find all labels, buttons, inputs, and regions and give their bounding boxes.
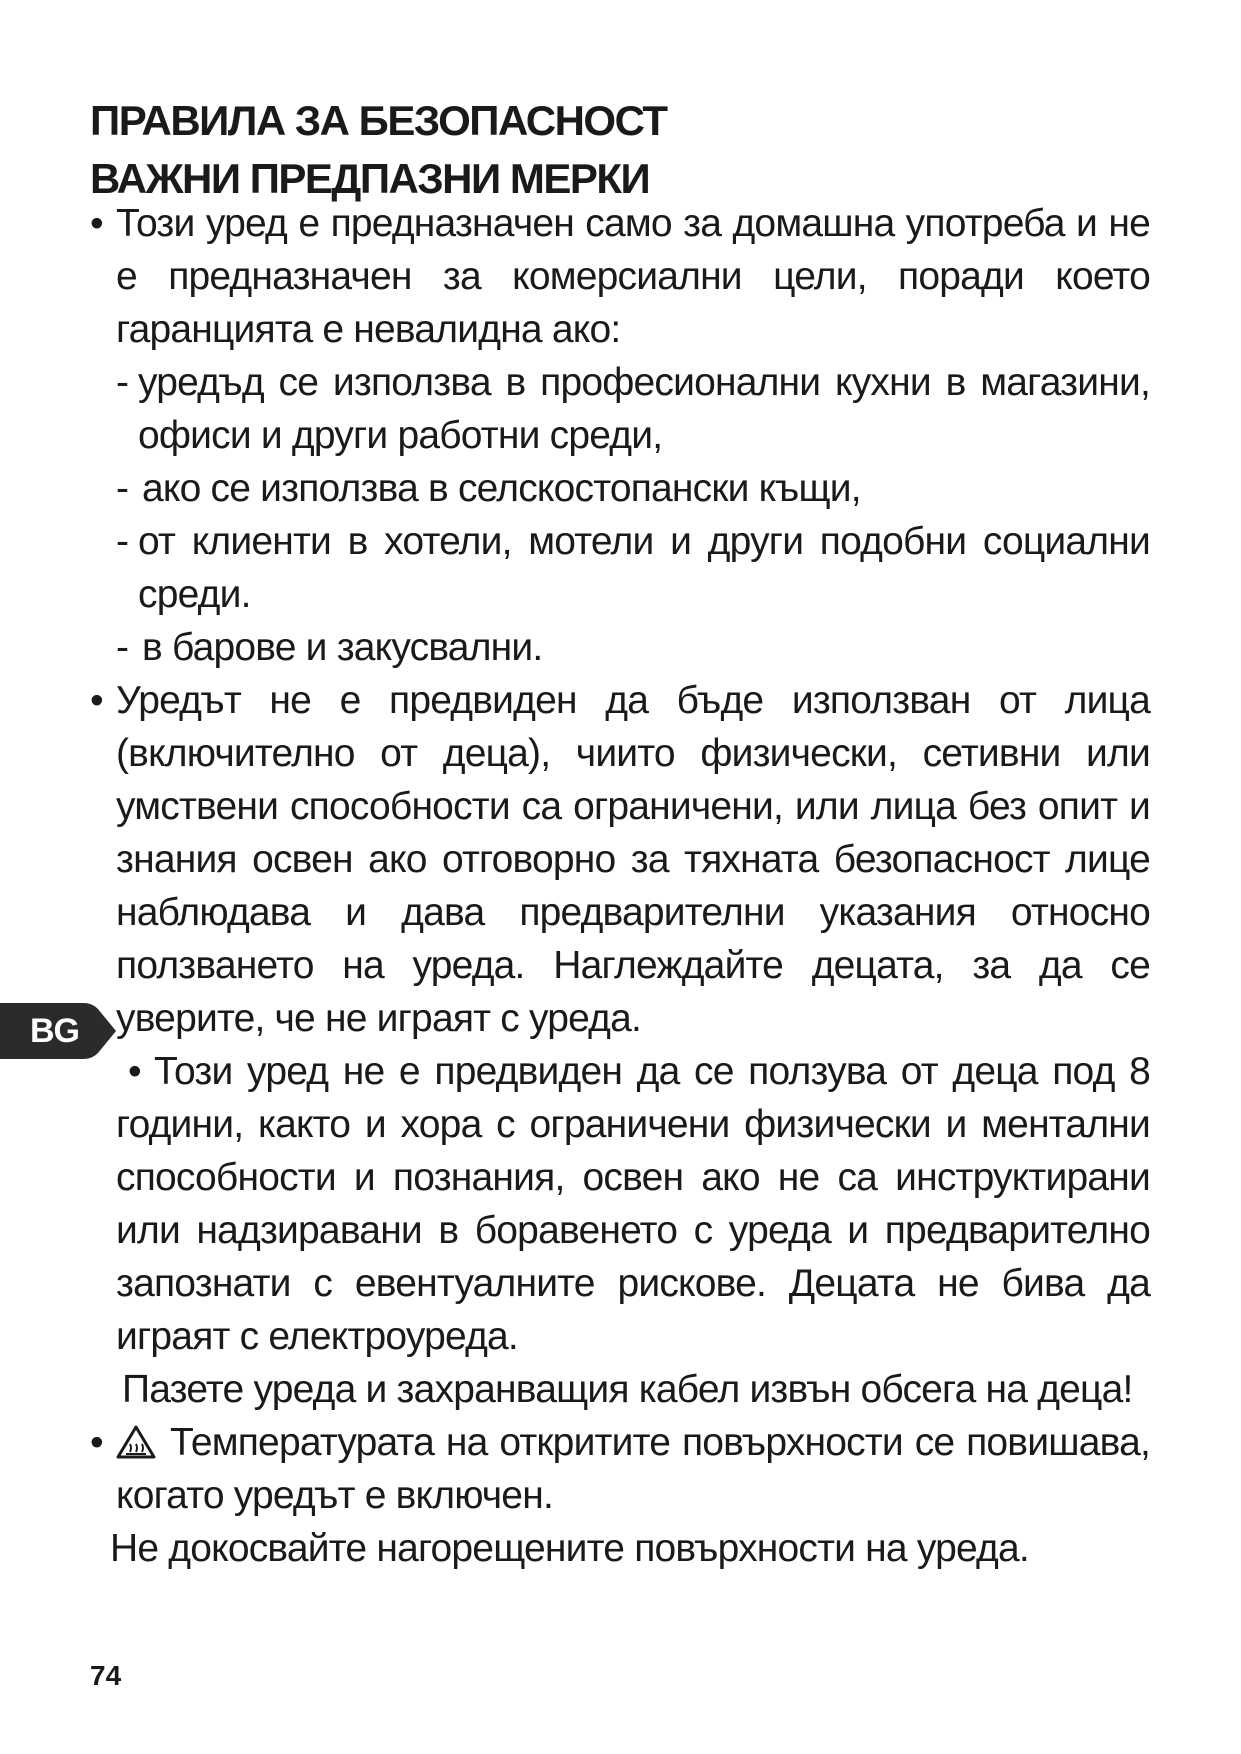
safety-instructions	[90, 197, 1150, 1575]
page-subtitle: ВАЖНИ ПРЕДПАЗНИ МЕРКИ	[90, 155, 650, 202]
hot-surface-warning-icon	[116, 1425, 156, 1459]
language-tab-label: BG	[30, 1012, 79, 1050]
dash-item-hotels: - от клиенти в хотели, мотели и други подобни социални среди.	[90, 515, 1150, 621]
bullet-restricted-persons: • Уредът не е предвиден да бъде използван от лица (включително от деца), чиито физически, сетивни или умствени способности са ограничени, или лица без опит и знания освен ако отговорно за тяхната безопасност лице наблюдава и дава предварителни указания относно ползването на уреда. Наглеждайте децата, за да се уверите, че не играят с уреда.	[90, 674, 1150, 1045]
page-title: ПРАВИЛА ЗА БЕЗОПАСНОСТ	[90, 97, 667, 144]
para-keep-cable-away: Пазете уреда и захранващия кабел извън обсега на деца!	[122, 1368, 1133, 1411]
bullet-text: Температурата на откритите повърхности се повишава, когато уредът е включен.	[116, 1421, 1150, 1517]
page-number: 74	[90, 1660, 122, 1691]
bullet-hot-surfaces	[90, 1416, 1150, 1522]
section-headings	[90, 92, 1150, 208]
para-do-not-touch: Не докосвайте нагорещените повърхности на уреда.	[110, 1527, 1029, 1570]
bullet-children-under-8	[90, 1045, 1150, 1363]
dash-item-text: уредъд се използва в професионални кухни в магазини, офиси и други работни среди,	[138, 361, 1150, 457]
dash-item-bars: - в барове и закусвални.	[90, 621, 1150, 674]
dash-item-farm-houses: - ако се използва в селскостопански къщи,	[90, 462, 1150, 515]
bullet-text: Този уред не е предвиден да се ползува от деца под 8 години, както и хора с ограничени физически и ментални способности и познания, освен ако не са инструктирани или надзиравани в боравенето с уреда и предварително запознати с евентуалните рискове. Децата не бива да играят с електроуреда.	[116, 1050, 1150, 1358]
bullet-domestic-use: • Този уред е предназначен само за домашна употреба и не е предназначен за комерсиални цели, поради което гаранцията е невалидна ако:	[90, 197, 1150, 356]
dash-item-professional-kitchens	[90, 356, 1150, 462]
